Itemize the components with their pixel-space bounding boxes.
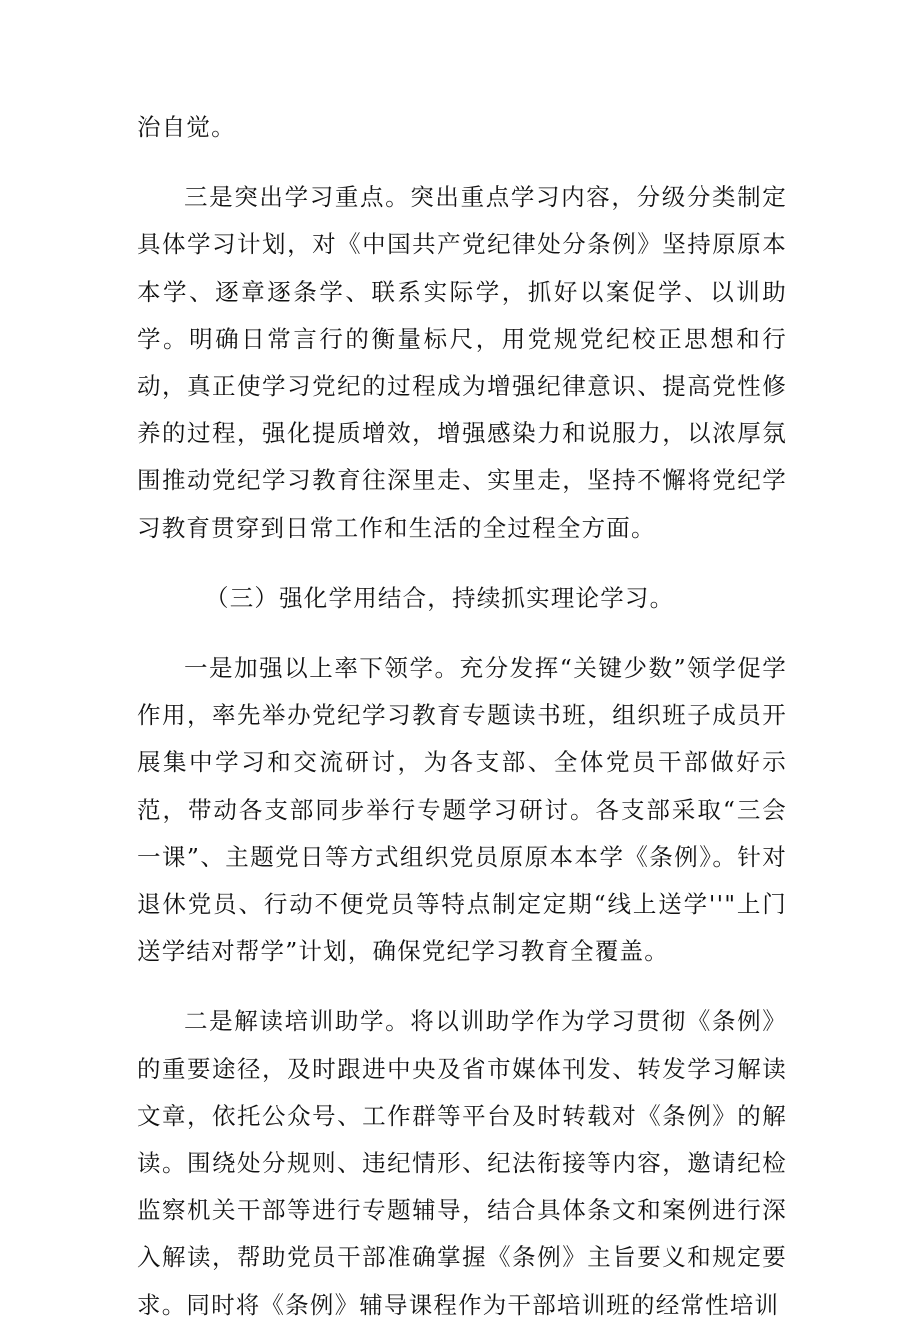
section-heading: （三）强化学用结合，持续抓实理论学习。 <box>205 583 675 612</box>
paragraph-leading-study: 一是加强以上率下领学。充分发挥“关键少数”领学促学作用，率先举办党纪学习教育专题读书班，组织班子成员开展集中学习和交流研讨，为各支部、全体党员干部做好示范，带动各支部同步举行专题学习研讨。各支部采取“三会一课”、主题党日等方式组织党员原原本本学《条例》。针对退休党员、行动不便党员等特点制定定期“线上送学''"上门送学结对帮学”计划，确保党纪学习教育全覆盖。 <box>137 654 787 966</box>
paragraph-gap <box>137 622 787 645</box>
paragraph-continuation: 治自觉。 <box>137 113 236 141</box>
paragraph-gap <box>137 975 787 998</box>
paragraph-study-focus: 三是突出学习重点。突出重点学习内容，分级分类制定具体学习计划，对《中国共产党纪律处分条例》坚持原原本本学、逐章逐条学、联系实际学，抓好以案促学、以训助学。明确日常言行的衡量标尺，用党规党纪校正思想和行动，真正使学习党纪的过程成为增强纪律意识、提高党性修养的过程，强化提质增效，增强感染力和说服力，以浓厚氛围推动党纪学习教育往深里走、实里走，坚持不懈将党纪学习教育贯穿到日常工作和生活的全过程全方面。 <box>137 183 787 542</box>
paragraph-gap <box>137 552 787 575</box>
document-body <box>137 104 787 1329</box>
paragraph-gap <box>137 151 787 174</box>
paragraph-training-study: 二是解读培训助学。将以训助学作为学习贯彻《条例》的重要途径，及时跟进中央及省市媒体刊发、转发学习解读文章，依托公众号、工作群等平台及时转载对《条例》的解读。围绕处分规则、违纪情形、纪法衔接等内容，邀请纪检监察机关干部等进行专题辅导，结合具体条文和案例进行深入解读，帮助党员干部准确掌握《条例》主旨要义和规定要求。同时将《条例》辅导课程作为干部培训班的经常性培训 <box>137 1007 787 1319</box>
